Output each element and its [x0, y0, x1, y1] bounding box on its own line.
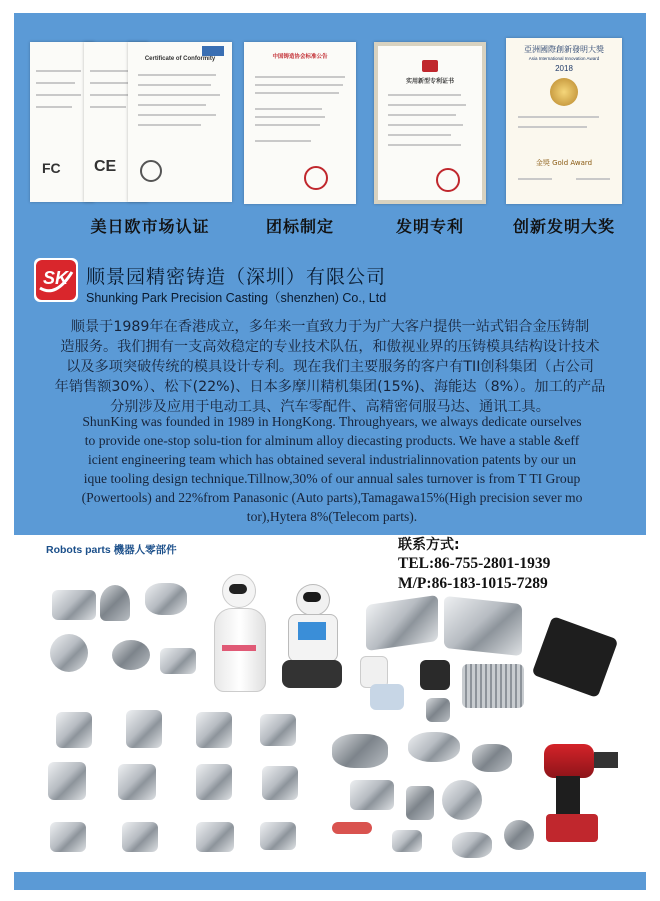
tool-part-image — [332, 734, 388, 768]
robot-part-image — [52, 590, 96, 620]
tool-part-image — [406, 786, 434, 820]
robot-part-image — [100, 585, 130, 621]
plate-part-image — [370, 684, 404, 710]
cast-part-image — [126, 710, 162, 748]
cast-part-image — [196, 712, 232, 748]
gear-part-image — [50, 634, 88, 672]
tool-part-image — [350, 780, 394, 810]
contact-tel: TEL:86-755-2801-1939 — [398, 555, 551, 572]
standard-announcement-image — [244, 42, 356, 204]
cast-part-image — [260, 714, 296, 746]
emblem-icon — [422, 60, 438, 72]
robot-part-image — [145, 583, 187, 615]
tool-part-image — [408, 732, 460, 762]
tool-part-image — [442, 780, 482, 820]
certificate-image: FC — [30, 42, 94, 202]
intro-english: ShunKing was founded in 1989 in HongKong. Throughyears, we always dedicate ourselves to provide one-stop solu-tion for alminum alloy diecasting products. We have a stable &eff icient engineering team which has obtained several industrialinnovation patents by our un ique tooling design technique.Tillnow,30% of our annual sales turnover is from T TI Group (Powertools) and 22%from Panasonic (Auto parts),Tamagawa15%(High precision sever mo tor),Hytera 8%(Telecom parts). — [81, 414, 583, 524]
tool-part-image — [392, 830, 422, 852]
award-certificate-image — [506, 38, 622, 204]
mesh-part-image — [112, 640, 150, 670]
logo-text: SK — [43, 268, 69, 288]
medal-icon — [550, 78, 578, 106]
certificate-caption: 团标制定 — [265, 219, 334, 236]
company-name-cn: 顺景园精密铸造（深圳）有限公司 — [86, 266, 387, 288]
cast-part-image — [196, 764, 232, 800]
company-logo — [34, 258, 78, 302]
heatsink-image — [462, 664, 524, 708]
certificate-caption: 创新发明大奖 — [512, 219, 615, 236]
cast-part-image — [262, 766, 298, 800]
cast-part-image — [122, 822, 158, 852]
bracket-black-image — [532, 616, 619, 698]
intro-chinese: 顺景于1989年在香港成立，多年来一直致力于为广大客户提供一站式铝合金压铸制 造服务。我们拥有一支高效稳定的专业技术队伍，和傲视业界的压铸模具结构设计技术 以及多项突破传统的模具设计专利。现在我们主要服务的客户有TII创科集团（占公司 年销售额30%）、松下(22%)、日本多摩川精机集团(15%)、海能达（8%）。加工的产品 分别涉及应用于电动工具、汽车零配件、高精密伺服马达、通讯工具。 — [54, 319, 606, 415]
certificate-header: Certificate of Conformity — [144, 56, 216, 62]
cast-part-image — [196, 822, 234, 852]
tool-part-image — [452, 832, 492, 858]
award-title: 亞洲國際創新發明大獎 — [524, 45, 604, 54]
award-year: 2018 — [555, 64, 573, 73]
award-level: 金獎 Gold Award — [535, 159, 593, 167]
certificate-image: CE — [84, 42, 148, 202]
telecom-housing-image — [366, 595, 438, 651]
certificate-caption: 美日欧市场认证 — [90, 219, 210, 236]
logo-icon — [202, 46, 224, 56]
tool-part-image — [504, 820, 534, 850]
cast-part-image — [50, 822, 86, 852]
certificate-header: 实用新型专利证书 — [405, 78, 454, 85]
cast-part-image — [48, 762, 86, 800]
stamp-icon — [304, 166, 328, 190]
certificate-image — [128, 42, 232, 202]
certificate-header: 中国铸造协会标准公告 — [272, 54, 328, 60]
tool-part-image — [332, 822, 372, 834]
seal-icon — [140, 160, 162, 182]
stamp-icon — [436, 168, 460, 192]
bracket-part-image — [426, 698, 450, 722]
contact-mobile: M/P:86-183-1015-7289 — [398, 575, 548, 592]
footer-bar — [14, 872, 646, 890]
patent-certificate-image — [374, 42, 486, 204]
robot-part-image — [160, 648, 196, 674]
company-name-en: Shunking Park Precision Casting（shenzhen) Co., Ltd — [86, 291, 387, 305]
contact-title: 联系方式: — [398, 537, 460, 553]
telecom-housing-image — [444, 596, 522, 656]
motor-part-image — [420, 660, 450, 690]
cast-part-image — [260, 822, 296, 850]
cast-part-image — [56, 712, 92, 748]
tool-part-image — [472, 744, 512, 772]
robots-parts-title: Robots parts 機器人零部件 — [46, 544, 177, 556]
certificate-caption: 发明专利 — [395, 219, 464, 236]
award-subtitle: Asia International Innovation Award — [528, 56, 600, 61]
cast-part-image — [118, 764, 156, 800]
